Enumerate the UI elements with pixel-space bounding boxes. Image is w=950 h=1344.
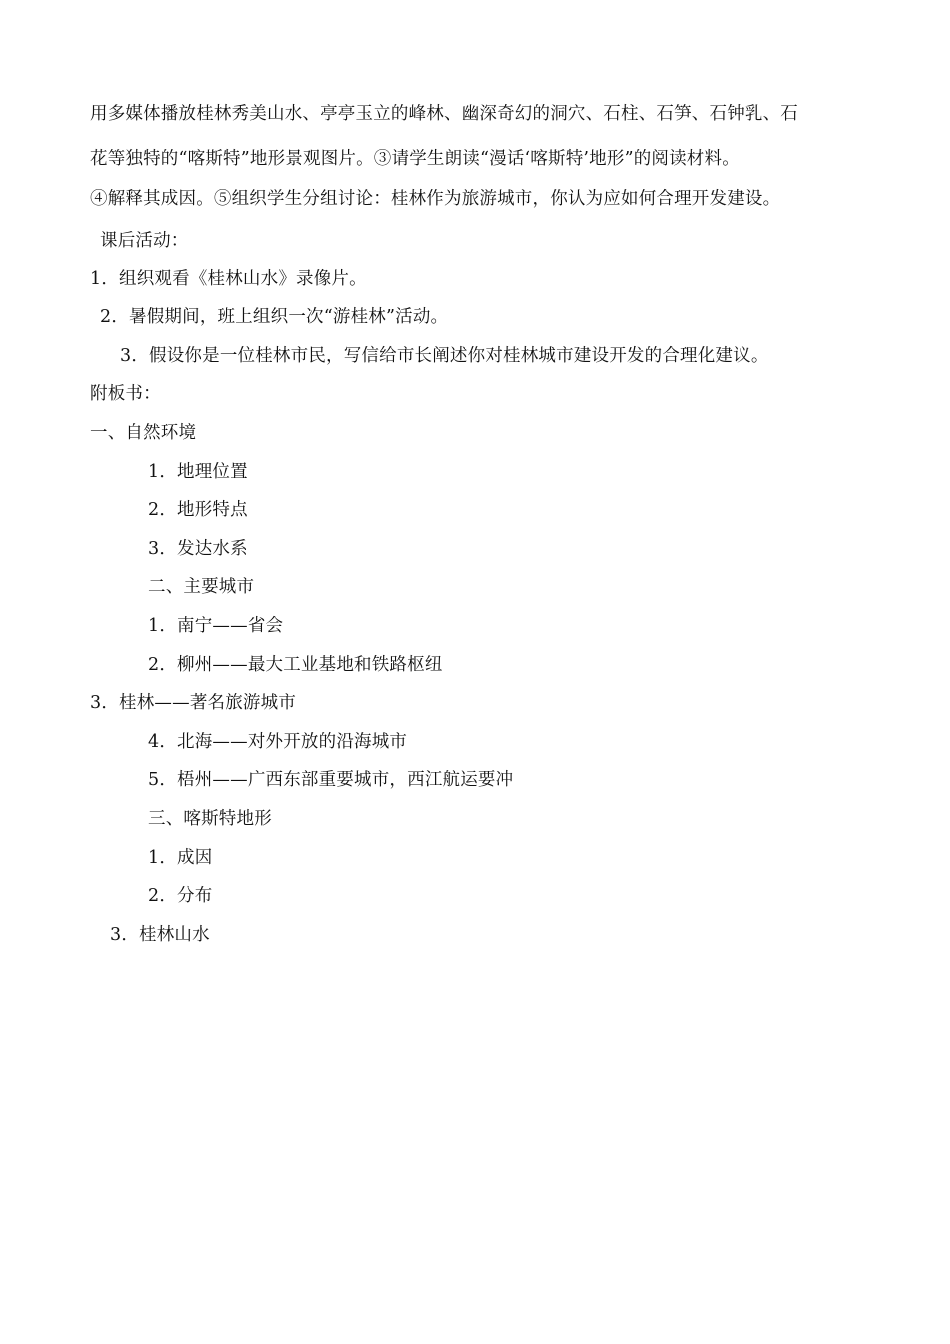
board-heading: 附板书：: [90, 384, 161, 404]
intro-line-3: ④解释其成因。⑤组织学生分组讨论：桂林作为旅游城市，你认为应如何合理开发建设。: [90, 189, 781, 209]
section-1-title: 一、自然环境: [90, 423, 197, 443]
intro-line-1: 用多媒体播放桂林秀美山水、亭亭玉立的峰林、幽深奇幻的洞穴、石柱、石笋、石钟乳、石: [90, 104, 798, 124]
section-2-title: 二、主要城市: [148, 577, 255, 597]
after-class-item-2: 2．暑假期间，班上组织一次“游桂林”活动。: [100, 307, 449, 327]
section-3-item-1: 1．成因: [148, 848, 213, 868]
section-1-item-1: 1．地理位置: [148, 462, 248, 482]
section-2-item-4: 4．北海——对外开放的沿海城市: [148, 732, 408, 752]
section-3-title: 三、喀斯特地形: [148, 809, 272, 829]
section-2-item-2: 2．柳州——最大工业基地和铁路枢纽: [148, 655, 443, 675]
section-2-item-3: 3．桂林——著名旅游城市: [90, 693, 297, 713]
after-class-item-3: 3．假设你是一位桂林市民，写信给市长阐述你对桂林城市建设开发的合理化建议。: [120, 346, 769, 366]
intro-line-2: 花等独特的“喀斯特”地形景观图片。③请学生朗读“漫话‘喀斯特’地形”的阅读材料。: [90, 149, 740, 169]
section-2-item-1: 1．南宁——省会: [148, 616, 284, 636]
section-3-item-2: 2．分布: [148, 886, 213, 906]
after-class-heading: 课后活动：: [100, 231, 189, 251]
section-2-item-5: 5．梧州——广西东部重要城市，西江航运要冲: [148, 770, 514, 790]
after-class-item-1: 1．组织观看《桂林山水》录像片。: [90, 269, 367, 289]
section-1-item-2: 2．地形特点: [148, 500, 248, 520]
section-1-item-3: 3．发达水系: [148, 539, 248, 559]
section-3-item-3: 3．桂林山水: [110, 925, 210, 945]
